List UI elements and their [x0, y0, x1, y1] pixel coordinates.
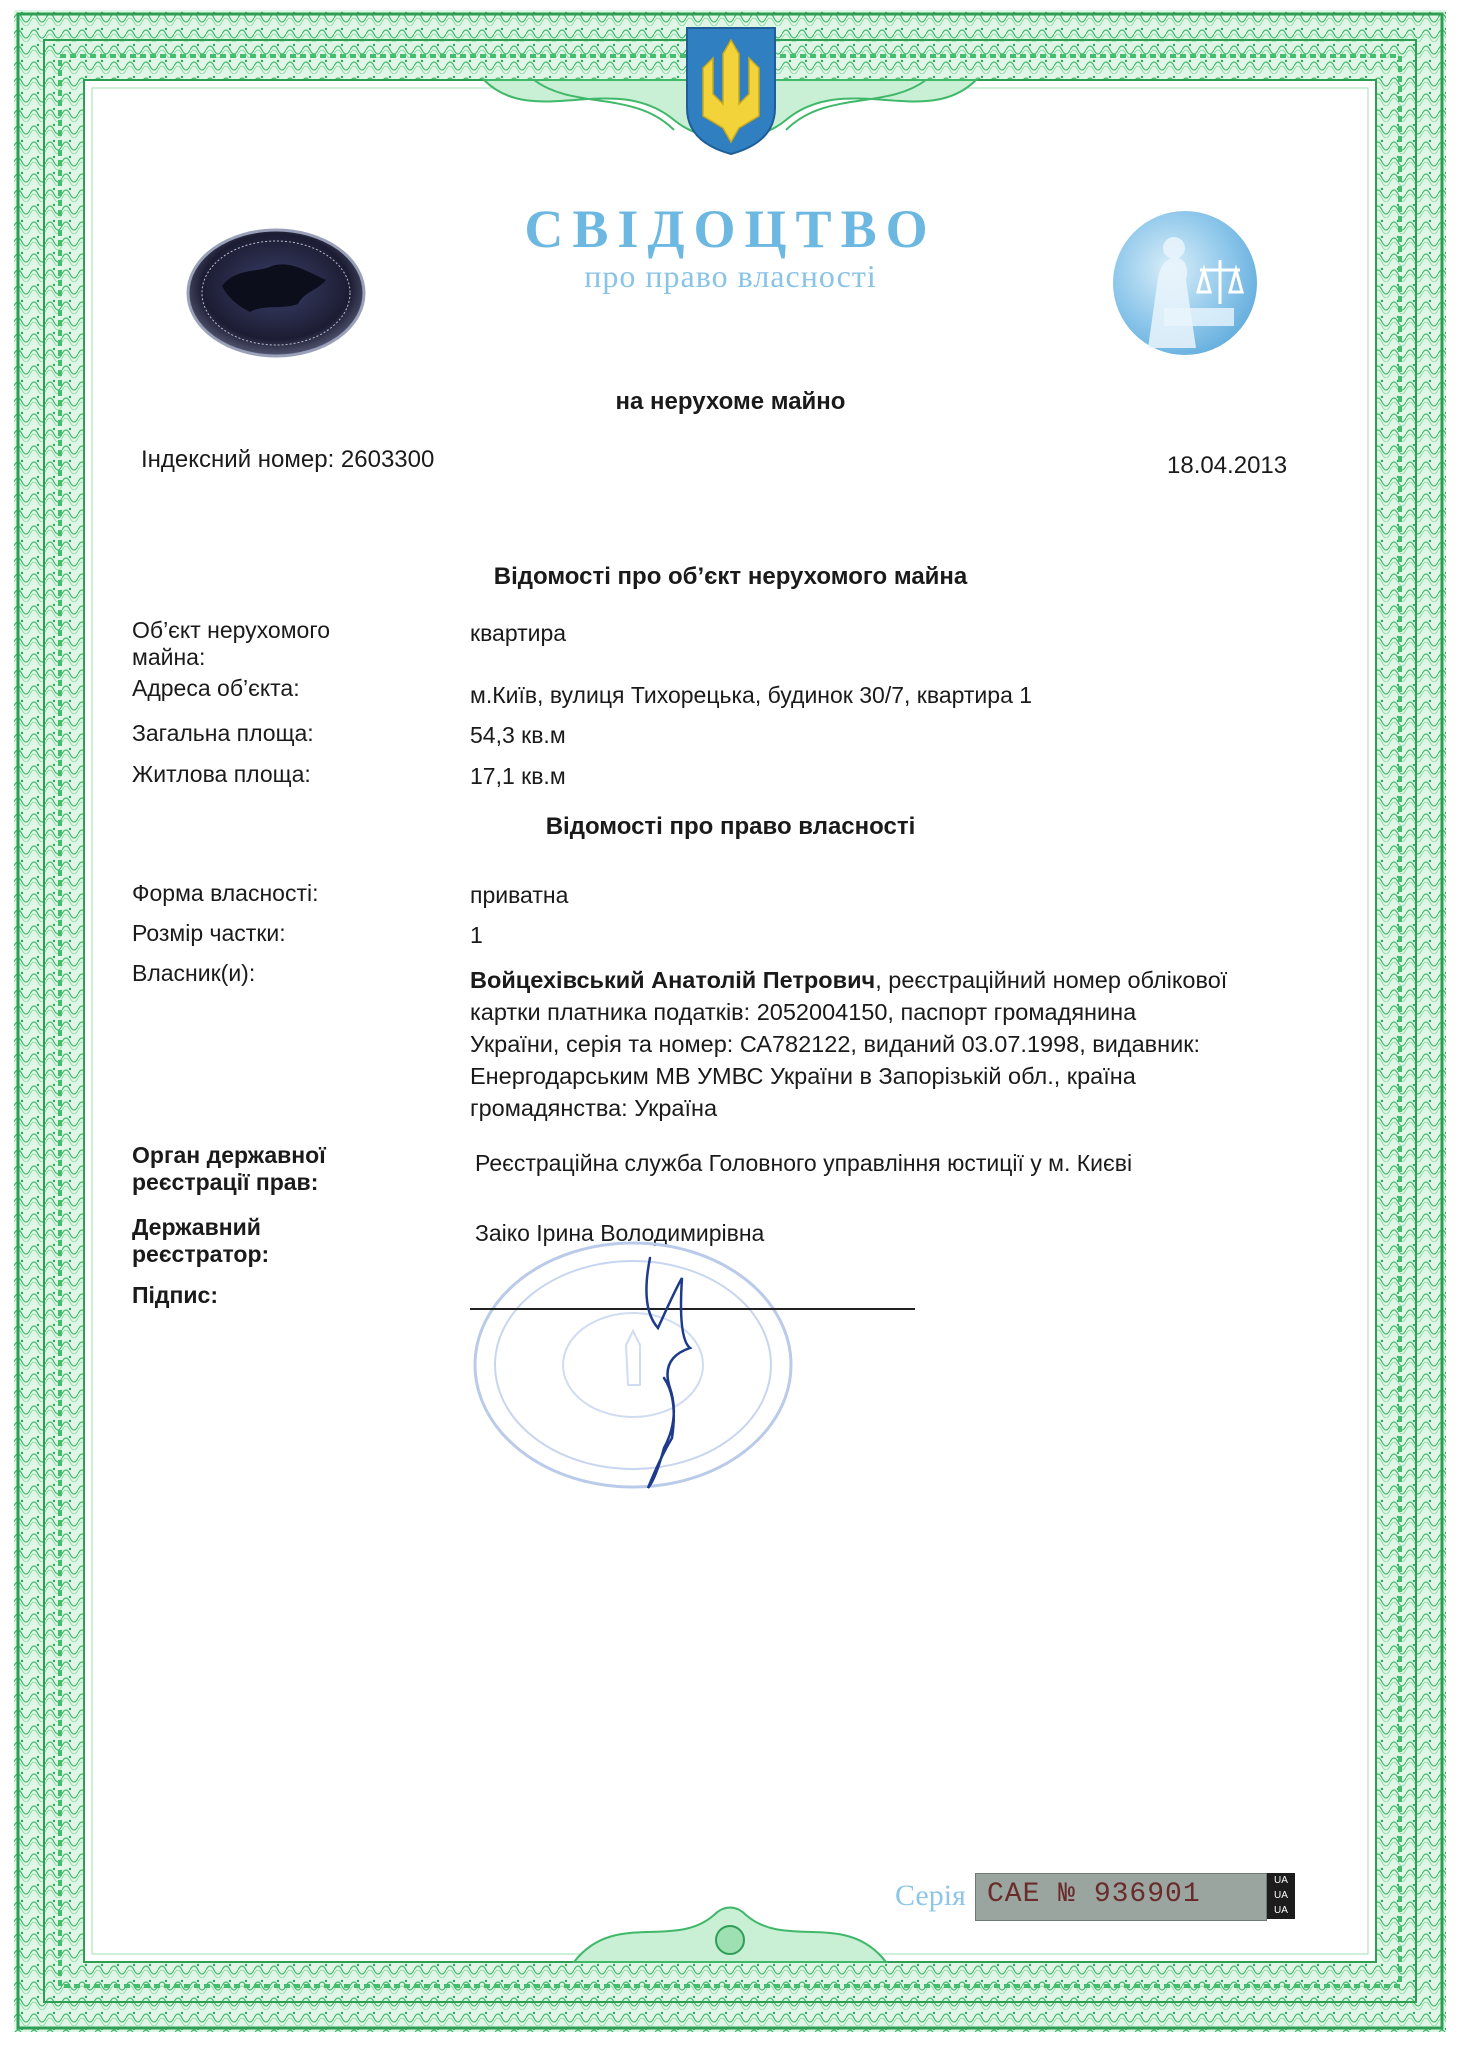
- certificate-title: СВІДОЦТВО: [524, 199, 937, 259]
- property-type-heading: на нерухоме майно: [615, 388, 846, 415]
- field-value-owner: [470, 964, 1230, 1124]
- owner-details: , реєстраційний номер облікової картки платника податків: 2052004150, паспорт громадянина України, серія та номер: СА782122, виданий 03.07.1998, видавник: Енергодарським МВ УМВС України в Запорізькій обл., країна громадянства: Україна: [470, 967, 1228, 1121]
- ownership-section-title: Відомості про право власності: [545, 813, 916, 840]
- owner-name: Войцехівський Анатолій Петрович: [470, 967, 876, 993]
- field-label-registration-authority: Орган державної реєстрації прав:: [132, 1142, 326, 1195]
- field-value-total-area: 54,3 кв.м: [470, 722, 566, 748]
- ua-hologram-strip: UA UA UA: [1267, 1873, 1295, 1919]
- field-label-signature: Підпис:: [132, 1282, 219, 1308]
- serial-number: САЕ № 936901: [987, 1879, 1201, 1910]
- field-label-living-area: Житлова площа:: [132, 761, 311, 787]
- field-label-registrar: Державний реєстратор:: [132, 1214, 270, 1267]
- serial-number-block: [895, 1873, 1295, 1919]
- field-value-registrar: Заіко Ірина Володимирівна: [475, 1220, 765, 1246]
- field-label-owner: Власник(и):: [132, 960, 256, 986]
- index-number: Індексний номер: 2603300: [141, 446, 435, 473]
- issue-date: 18.04.2013: [1167, 452, 1288, 479]
- field-label-total-area: Загальна площа:: [132, 720, 314, 746]
- field-label-ownership-form: Форма власності:: [132, 880, 319, 906]
- field-label-address: Адреса об’єкта:: [132, 675, 300, 701]
- field-label-share-size: Розмір частки:: [132, 920, 286, 946]
- handwritten-signature: [620, 1248, 720, 1498]
- field-value-object: квартира: [470, 620, 567, 646]
- trident-emblem-icon: [683, 24, 779, 156]
- field-value-ownership-form: приватна: [470, 882, 569, 908]
- field-value-registration-authority: Реєстраційна служба Головного управління юстиції у м. Києві: [475, 1150, 1133, 1176]
- certificate-subtitle: про право власності: [584, 258, 877, 294]
- field-value-address: м.Київ, вулиця Тихорецька, будинок 30/7, квартира 1: [470, 682, 1033, 708]
- field-value-share-size: 1: [470, 922, 483, 948]
- field-label-object: Об’єкт нерухомого майна:: [132, 617, 330, 670]
- serial-label: Серія: [895, 1879, 966, 1912]
- field-value-living-area: 17,1 кв.м: [470, 763, 566, 789]
- object-section-title: Відомості про об’єкт нерухомого майна: [493, 563, 968, 590]
